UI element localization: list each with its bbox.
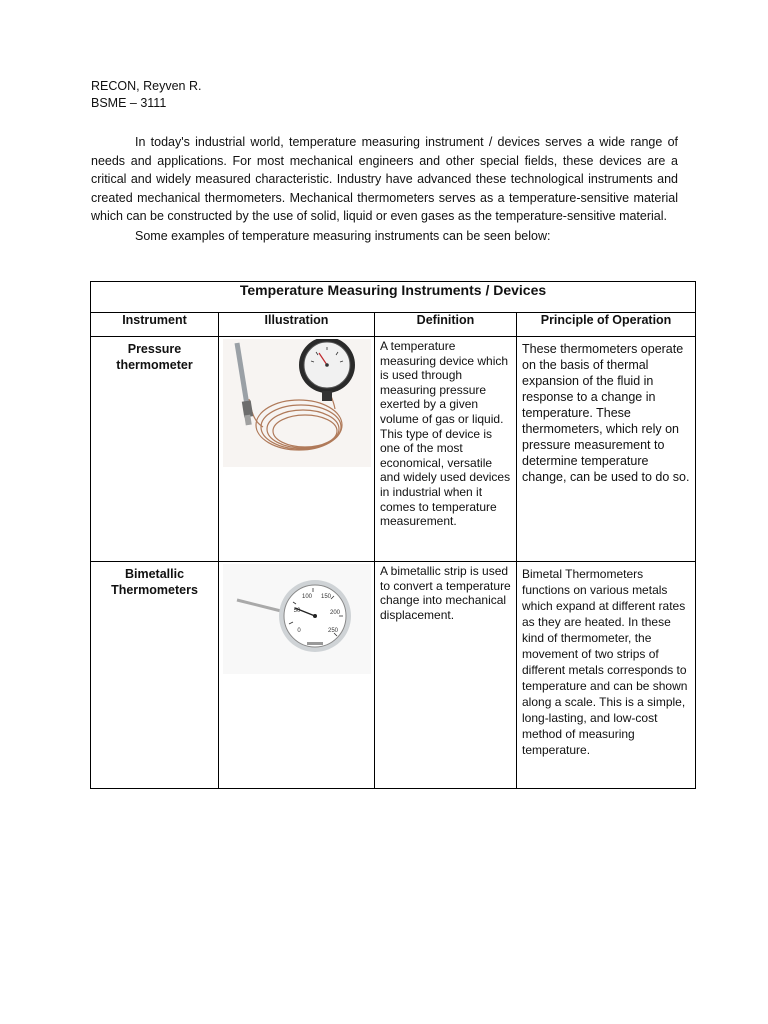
instrument-cell: Pressure thermometer xyxy=(91,337,219,562)
author-section: BSME – 3111 xyxy=(91,96,167,110)
principle-cell: These thermometers operate on the basis of thermal expansion of the fluid in response to a change in temperature. These thermometers, which rely on pressure measurement to determine temperature change, can be used to do so. xyxy=(517,337,696,562)
dial-label: 50 xyxy=(293,608,301,614)
bimetallic-thermometer-image xyxy=(223,564,371,674)
column-header: Instrument xyxy=(91,313,219,337)
table-row xyxy=(91,562,696,789)
principle-cell: Bimetal Thermometers functions on various metals which expand at different rates as they are heated. In these kind of thermometer, the movement of two strips of different metals corresponds to temperature and can be shown along a scale. This is a simple, long-lasting, and low-cost method of measuring temperature. xyxy=(517,562,696,789)
definition-cell: A temperature measuring device which is used through measuring pressure exerted by a given volume of gas or liquid. This type of device is one of the most economical, versatile and widely used devices in industrial when it comes to temperature measurement. xyxy=(375,337,517,562)
dial-label: 100 xyxy=(301,594,313,600)
intro-text xyxy=(91,133,678,246)
column-header: Definition xyxy=(375,313,517,337)
examples-paragraph: Some examples of temperature measuring instruments can be seen below: xyxy=(135,228,551,243)
instrument-cell: Bimetallic Thermometers xyxy=(91,562,219,789)
column-header: Principle of Operation xyxy=(517,313,696,337)
author-name: RECON, Reyven R. xyxy=(91,79,202,93)
instruments-table xyxy=(90,281,696,789)
document-header xyxy=(91,78,201,112)
pressure-thermometer-image xyxy=(223,339,371,467)
table-title: Temperature Measuring Instruments / Devices xyxy=(91,282,696,313)
illustration-cell xyxy=(219,562,375,789)
dial-label: 250 xyxy=(327,628,339,634)
dial-label: 200 xyxy=(329,610,341,616)
dial-label: 0 xyxy=(297,628,301,634)
intro-paragraph: In today's industrial world, temperature measuring instrument / devices serves a wide range of needs and applications. For most mechanical engineers and other special fields, these devices are a critical and widely measured characteristic. Industry have advanced these technological instruments and created mechanical thermometers. Mechanical thermometers serves as a temperature-sensitive material which can be constructed by the use of solid, liquid or even gases as the temperature-sensitive material. xyxy=(91,135,678,224)
table-row xyxy=(91,337,696,562)
column-header: Illustration xyxy=(219,313,375,337)
illustration-cell xyxy=(219,337,375,562)
dial-label: 150 xyxy=(320,594,332,600)
definition-cell: A bimetallic strip is used to convert a temperature change into mechanical displacement. xyxy=(375,562,517,789)
